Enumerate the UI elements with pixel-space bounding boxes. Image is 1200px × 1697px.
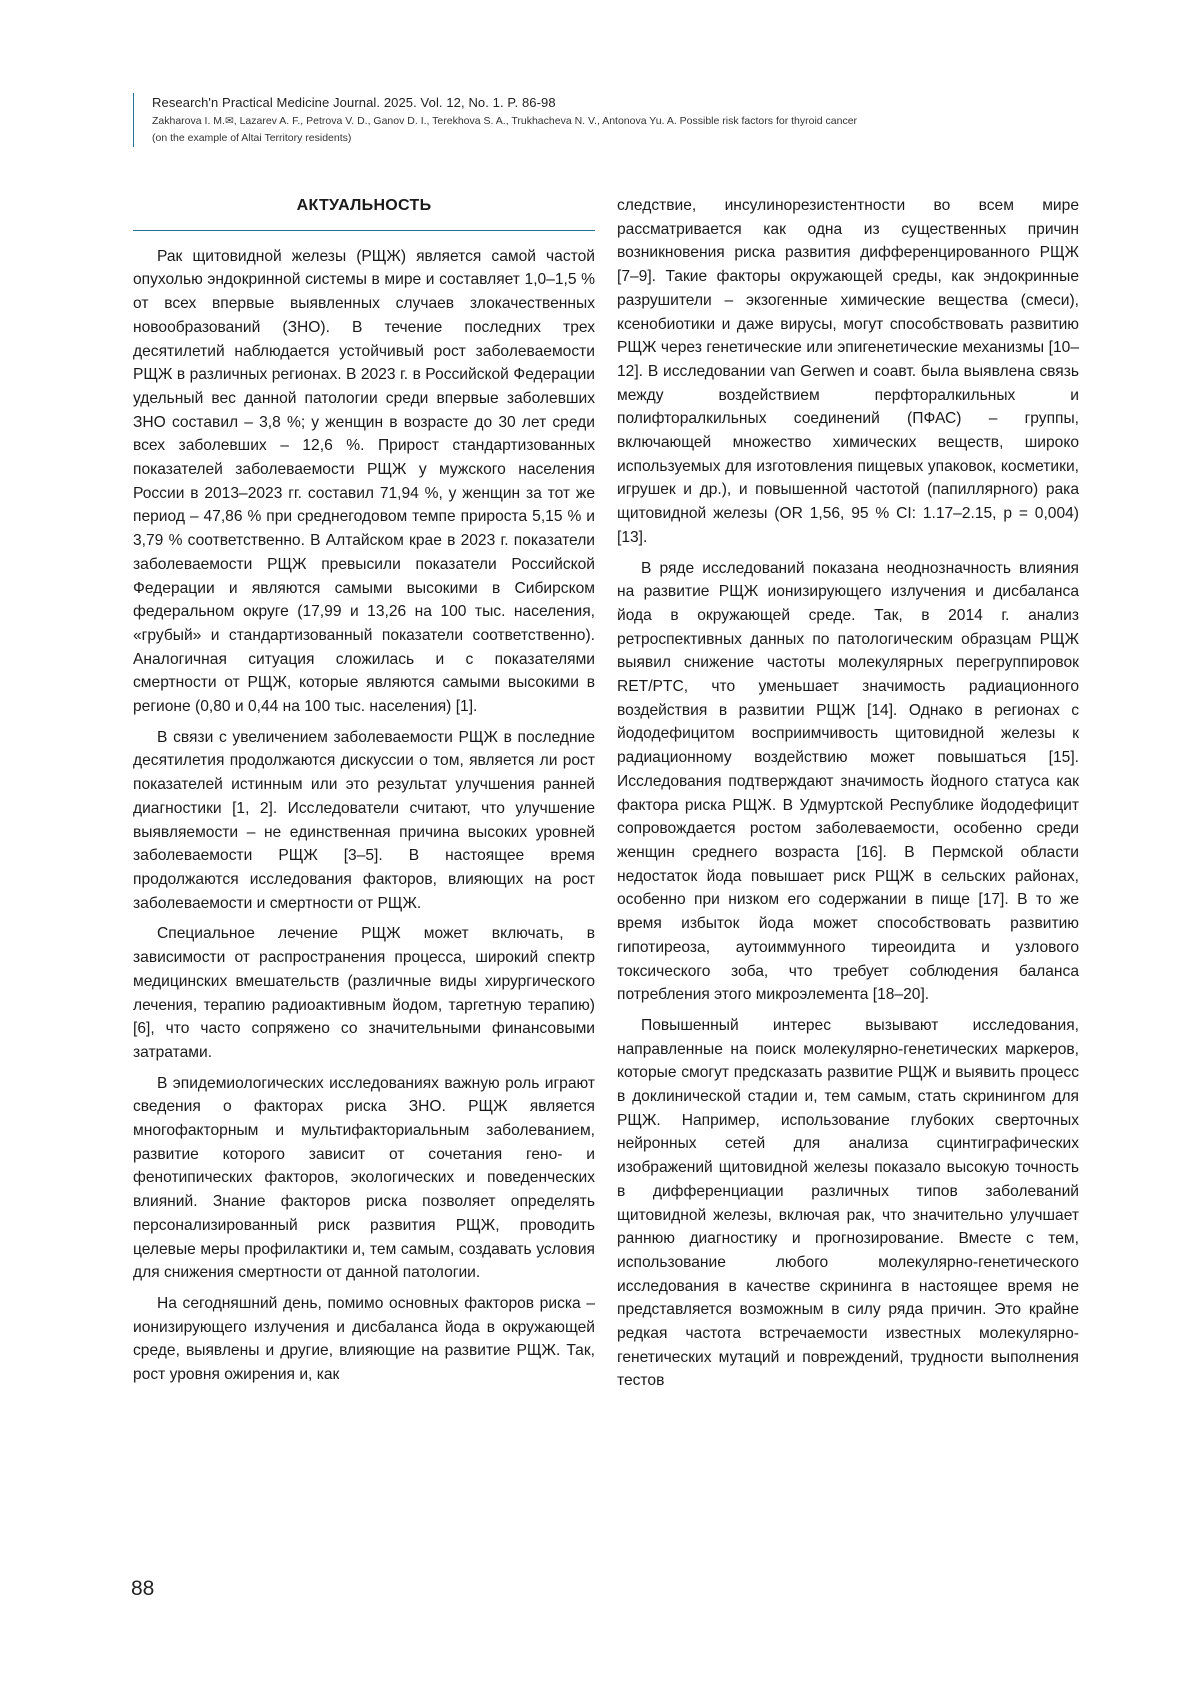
title-continuation: (on the example of Altai Territory residents) bbox=[152, 132, 352, 144]
paragraph: В эпидемиологических исследованиях важную роль играют сведения о факторах риска ЗНО. РЩЖ является многофакторным и мультифакториальным заболеванием, развитие которого зависит от сочетания гено- и фенотипических факторов, экологических и поведенческих влияний. Знание факторов риска позволяет определять персонализированный риск развития РЩЖ, проводить целевые меры профилактики и, тем самым, создавать условия для снижения смертности от данной патологии. bbox=[133, 1074, 595, 1282]
paragraph: Повышенный интерес вызывают исследования, направленные на поиск молекулярно-генетических маркеров, которые смогут предсказать развитие РЩЖ и выявить процесс в доклинической стадии и, тем самым, стать скринингом для РЩЖ. Например, использование глубоких сверточных нейронных сетей для анализа сцинтиграфических изображений щитовидной железы показало высокую точность в дифференциации различных типов заболеваний щитовидной железы, включая рак, что значительно улучшает раннюю диагностику и прогнозирование. Вместе с тем, использование любого молекулярно-генетического исследования в качестве скрининга в настоящее время не представляется возможным в силу ряда причин. Это крайне редкая частота встречаемости известных молекулярно-генетических мутаций и повреждений, трудности выполнения тестов bbox=[617, 1016, 1079, 1390]
authors-line: Zakharova I. M.✉, Lazarev A. F., Petrova V. D., Ganov D. I., Terekhova S. A., Trukhacheva N. V., Antonova Yu. A. Possible risk factors for thyroid cancer bbox=[152, 115, 858, 127]
page-number: 88 bbox=[131, 1577, 155, 1600]
paragraph-continuation: следствие, инсулинорезистентности во всем мире рассматривается как одна из существенных причин возникновения риска развития дифференцированного РЩЖ [7–9]. Такие факторы окружающей среды, как эндокринные разрушители – экзогенные химические вещества (смеси), ксенобиотики и даже вирусы, могут способствовать развитию РЩЖ через генетические или эпигенетические механизмы [10–12]. В исследовании van Gerwen и соавт. была выявлена связь между воздействием перфторалкильных и полифторалкильных соединений (ПФАС) – группы, включающей множество химических веществ, широко используемых для изготовления пищевых упаковок, косметики, игрушек и др.), и повышенной частотой (папиллярного) рака щитовидной железы (OR 1,56, 95 % CI: 1.17–2.15, p = 0,004) [13]. bbox=[617, 197, 1079, 546]
paragraph: Специальное лечение РЩЖ может включать, в зависимости от распространения процесса, широкий спектр медицинских вмешательств (различные виды хирургического лечения, терапию радиоактивным йодом, таргетную терапию) [6], что часто сопряжено со значительными финансовыми затратами. bbox=[133, 925, 595, 1061]
left-column bbox=[133, 194, 595, 1394]
paragraph: В ряде исследований показана неоднозначность влияния на развитие РЩЖ ионизирующего излучения и дисбаланса йода в окружающей среде. Так, в 2014 г. анализ ретроспективных данных по патологическим образцам РЩЖ выявил снижение частоты молекулярных перегруппировок RET/PTC, что уменьшает значимость радиационного воздействия в развитии РЩЖ [14]. Однако в регионах с йододефицитом восприимчивость щитовидной железы к радиационному воздействию может повышаться [15]. Исследования подтверждают значимость йодного статуса как фактора риска РЩЖ. В Удмуртской Республике йододефицит сопровождается ростом заболеваемости, особенно среди женщин среднего возраста [16]. В Пермской области недостаток йода повышает риск РЩЖ в сельских районах, особенно при низком его содержании в пище [17]. В то же время избыток йода может способствовать развитию гипотиреоза, аутоиммунного тиреоидита и узлового токсического зоба, что требует соблюдения баланса потребления этого микроэлемента [18–20]. bbox=[617, 559, 1079, 1004]
section-title: АКТУАЛЬНОСТЬ bbox=[133, 194, 595, 231]
running-header bbox=[133, 93, 1112, 147]
journal-citation: Research'n Practical Medicine Journal. 2025. Vol. 12, No. 1. P. 86-98 bbox=[152, 95, 556, 110]
right-column bbox=[617, 194, 1079, 1400]
paragraph: В связи с увеличением заболеваемости РЩЖ в последние десятилетия продолжаются дискуссии о том, является ли рост показателей истинным или это результат улучшения ранней диагностики [1, 2]. Исследователи считают, что улучшение выявляемости – не единственная причина высоких уровней заболеваемости РЩЖ [3–5]. В настоящее время продолжаются исследования факторов, влияющих на рост заболеваемости и смертности от РЩЖ. bbox=[133, 728, 595, 912]
paragraph: Рак щитовидной железы (РЩЖ) является самой частой опухолью эндокринной системы в мире и составляет 1,0–1,5 % от всех впервые выявленных случаев злокачественных новообразований (ЗНО). В течение последних трех десятилетий наблюдается устойчивый рост заболеваемости РЩЖ в различных регионах. В 2023 г. в Российской Федерации удельный вес данной патологии среди впервые заболевших ЗНО составил – 3,8 %; у женщин в возрасте до 30 лет среди всех заболевших – 12,6 %. Прирост стандартизованных показателей заболеваемости РЩЖ у мужского населения России в 2013–2023 гг. составил 71,94 %, у женщин за тот же период – 47,86 % при среднегодовом темпе прироста 5,15 % и 3,79 % соответственно. В Алтайском крае в 2023 г. показатели заболеваемости РЩЖ превысили показатели Российской Федерации и являются самыми высокими в Сибирском федеральном округе (17,99 и 13,26 на 100 тыс. населения, «грубый» и стандартизованный показатели соответственно). Аналогичная ситуация сложилась и с показателями смертности от РЩЖ, которые являются самыми высокими в регионе (0,80 и 0,44 на 100 тыс. населения) [1]. bbox=[133, 247, 595, 716]
paragraph: На сегодняшний день, помимо основных факторов риска – ионизирующего излучения и дисбаланса йода в окружающей среде, выявлены и другие, влияющие на развитие РЩЖ. Так, рост уровня ожирения и, как bbox=[133, 1294, 595, 1384]
